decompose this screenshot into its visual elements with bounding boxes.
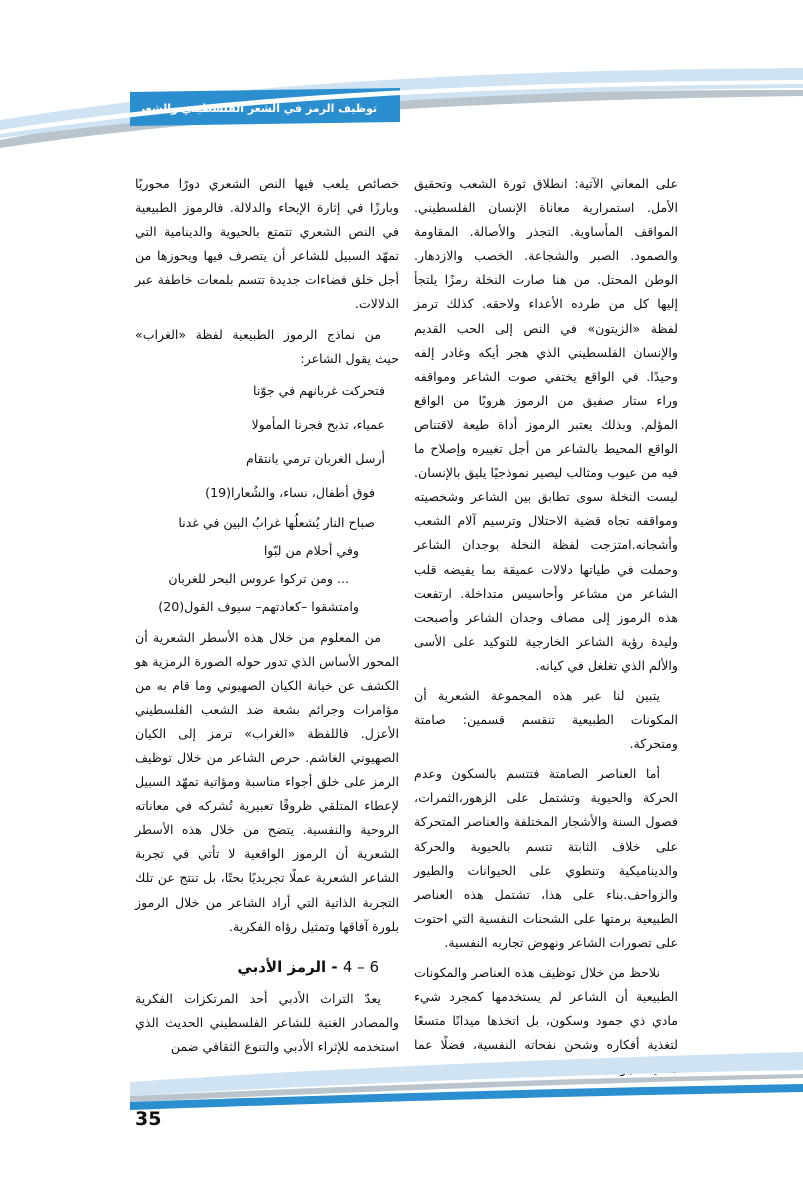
- poem-verse-7: ... ومن تركوا عروس البحر للغربان: [168, 571, 349, 587]
- poem-verse-1: فتحركت غربانهم في جوّنا: [253, 382, 385, 398]
- poem-verse-4: فوق أطفال، نساء، والشُعارا(19): [205, 485, 375, 501]
- section-heading: [135, 955, 399, 979]
- left-paragraph-2: من نماذج الرموز الطبيعية لفظة «الغراب» حيث يقول الشاعر:: [135, 326, 399, 366]
- poem-verse-5: صباح النار يُشعلُها غرابُ البين في غدنا: [178, 515, 375, 531]
- poem-verse-8: وامتشقوا –كعادتهم– سيوف القول(20): [158, 599, 359, 615]
- left-paragraph-3: من المعلوم من خلال هذه الأسطر الشعرية أن المحور الأساس الذي تدور حوله الصورة الرمزية هو الكشف عن خيانة الكيان الصهيوني وما قام به من مؤامرات وجرائم بشعة ضد الشعب الفلسطيني الأعزل. فاللفظة «الغراب» ترمز إلى الكيان الصهيوني الغاشم. حرص الشاعر من خلال توظيف الرمز على خلق أجواء مناسبة ومؤاتية تمهّد السبيل لإعطاء المتلقي ظروفًا تعبيرية تُشركه في معاناته الروحية والنفسية. يتضح من خلال هذه الأسطر الشعرية أن الرموز الواقعية لا تأتي في تجربة الشاعر الشعرية عملًا تجريديًا بحتًا، بل تنتج عن تلك التجربة الذاتية التي أراد الشاعر من خلال الرموز بلورة آفاقها وتمثيل رؤاه الفكرية.: [135, 629, 399, 934]
- right-paragraph-1: على المعاني الآتية: انطلاق ثورة الشعب وتحقيق الأمل. استمرارية معاناة الإنسان الفلسطيني. المواقف المأساوية. التجذر والأصالة. المقاومة والصمود. الصبر والشجاعة. الخصب والازدهار. الوطن المحتل. من هنا صارت النخلة رمزًا يلتجأ إليها كل من طرده الأعداء ولاحقه. كذلك ترمز لفظة «الزيتون» في النص إلى الحب القديم والإنسان الفلسطيني الذي هجر أيكه وغادر إلفه وحيدًا. في الواقع يختفي صوت الشاعر ومواقفه وراء ستار صفيق من الرموز هروبًا من الواقع المؤلم. وبذلك يعتبر الرموز أداة طيعة لاقتناص الواقع المحيط بالشاعر من أجل تغييره وإصلاح ما فيه من عيوب ومثالب ليصير نموذجيًا يليق بالإنسان. ليست النخلة سوى تطابق بين الشاعر وشخصيته ومواقفه تجاه قضية الاحتلال وترسيم آلام الشعب وأشجانه.امتزجت لفظة النخلة بوجدان الشاعر وحملت في طياتها دلالات عميقة بما يفيضه قلب الشاعر من مشاعر وأحاسيس متداخلة. ارتفعت هذه الرموز إلى مصاف وجدان الشاعر وأصبحت وليدة رؤية الشاعر الخارجية للتوكيد على الأسى والألم الذي تغلغل في كيانه.: [414, 176, 678, 673]
- right-paragraph-4: نلاحظ من خلال توظيف هذه العناصر والمكونات الطبيعية أن الشاعر لم يستخدمها كمجرد شيء مادي ذي جمود وسكون، بل اتخذها ميدانًا متسعًا لتغذية أفكاره وشحن نفحاته النفسية، فضلًا عما: [414, 965, 678, 1053]
- header-title: توظيف الرمز في الشعر الفلسطيني والشعر: [138, 101, 378, 115]
- left-paragraph-1: خصائص يلعب فيها النص الشعري دورًا محوريًا وبارزًا في إثارة الإيحاء والدلالة. فالرموز الطبيعية في النص الشعري تتمتع بالحيوية والدينامية التي تمهّد السبيل للشاعر أن يتصرف فيها ويحوزها من أجل خلق فضاءات جديدة تتسم بلمعات خاطفة عبر الدلالات.: [135, 176, 399, 312]
- poem-verse-2: عمياء، تذبح فجرنا المأمولا: [251, 416, 385, 432]
- poem-verse-3: أرسل الغربان ترمي بانتقام: [246, 450, 385, 466]
- right-paragraph-2: يتبين لنا عبر هذه المجموعة الشعرية أن المكونات الطبيعية تنقسم قسمين: صامتة ومتحركة.: [414, 687, 678, 752]
- section-heading-separator: -: [326, 957, 338, 976]
- header-banner: [0, 60, 803, 150]
- page-number: 35: [135, 1108, 162, 1130]
- section-heading-title: الرمز الأدبي: [237, 957, 327, 976]
- section-heading-number: 6 – 4: [342, 957, 379, 976]
- left-paragraph-4: يعدّ التراث الأدبي أحد المرتكزات الفكرية والمصادر الغنية للشاعر الفلسطيني الحديث الذي استخدمه للإثراء الأدبي والتنوع الثقافي ضمن: [135, 990, 399, 1054]
- left-column: [135, 172, 399, 1054]
- poem-verse-6: وفي أحلام من لبّوا: [263, 543, 359, 559]
- right-column: [414, 172, 678, 1053]
- footer-banner: [0, 1052, 803, 1132]
- right-paragraph-3: أما العناصر الصامتة فتتسم بالسكون وعدم الحركة والحيوية وتشتمل على الزهور،الثمرات، فصول السنة والأشجار المختلفة والعناصر المتحركة على خلاف الثابتة تتسم بالحيوية والحركة والديناميكية وتنطوي على الحيوانات والطيور والزواحف.بناء على هذا، تشتمل هذه العناصر الطبيعية برمتها على الشحنات النفسية التي احتوت على تصورات الشاعر ونهوض تجاربه النفسية.: [414, 766, 678, 950]
